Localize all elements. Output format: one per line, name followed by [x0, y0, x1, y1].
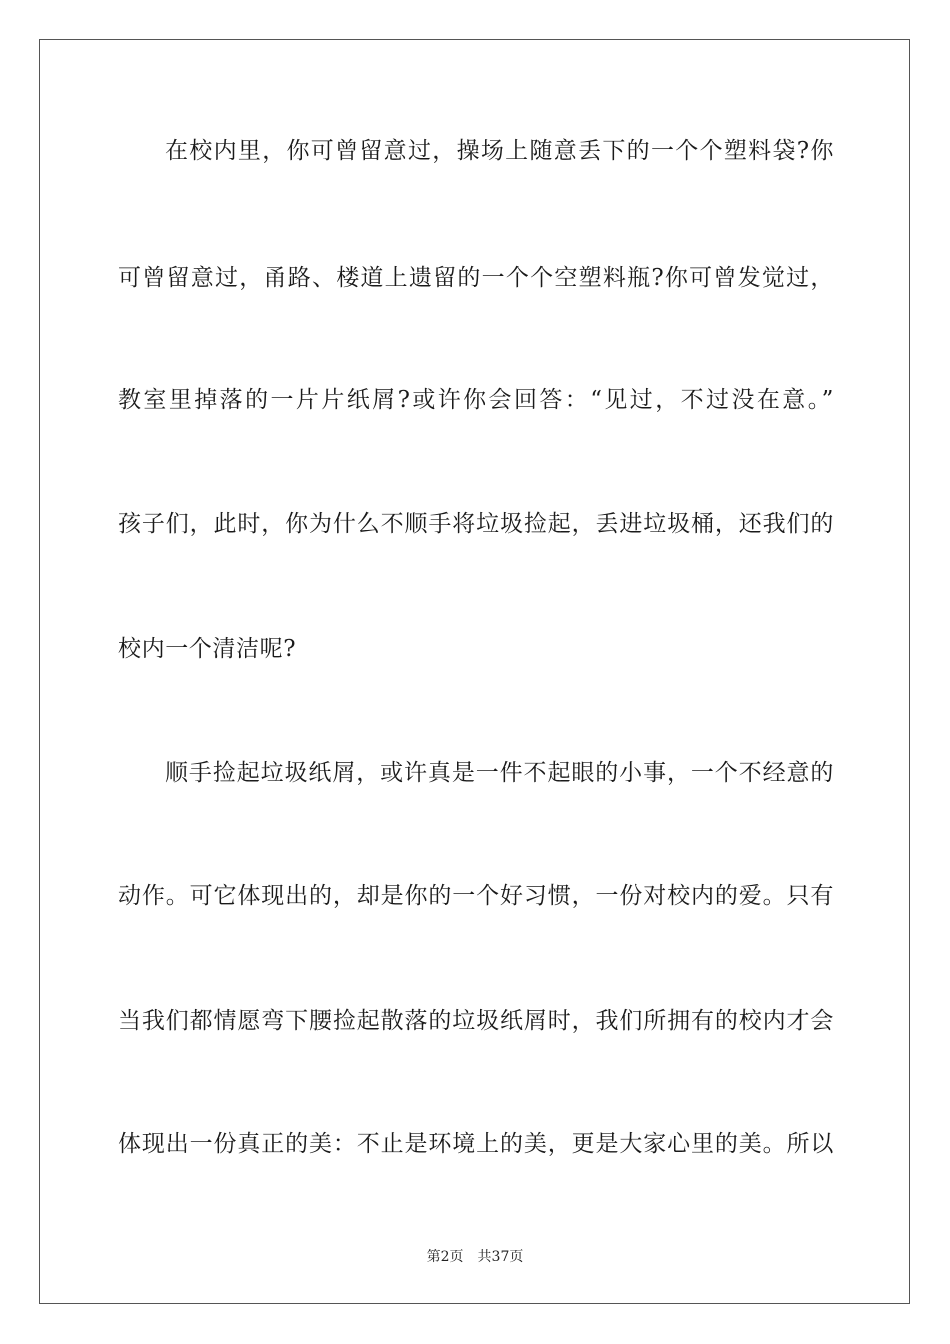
paragraph-line: 当我们都情愿弯下腰捡起散落的垃圾纸屑时，我们所拥有的校内才会 — [118, 1008, 834, 1034]
total-label-suffix: 页 — [509, 1249, 524, 1265]
paragraph-line: 顺手捡起垃圾纸屑，或许真是一件不起眼的小事，一个不经意的 — [165, 760, 834, 786]
page-number: 2 — [440, 1249, 450, 1265]
paragraph-line: 孩子们，此时，你为什么不顺手将垃圾捡起，丢进垃圾桶，还我们的 — [118, 511, 834, 537]
paragraph-line: 教室里掉落的一片片纸屑?或许你会回答：“见过，不过没在意。” — [118, 387, 834, 413]
paragraph-line: 在校内里，你可曾留意过，操场上随意丢下的一个个塑料袋?你 — [165, 138, 834, 164]
total-pages: 37 — [491, 1249, 510, 1265]
paragraph-line: 体现出一份真正的美：不止是环境上的美，更是大家心里的美。所以 — [118, 1131, 834, 1157]
total-label-prefix: 共 — [477, 1249, 492, 1265]
paragraph-line: 可曾留意过，甬路、楼道上遗留的一个个空塑料瓶?你可曾发觉过， — [118, 265, 834, 291]
page-label-suffix: 页 — [449, 1249, 464, 1265]
page-label-prefix: 第 — [426, 1249, 441, 1265]
page-footer — [0, 1248, 950, 1266]
paragraph-line: 校内一个清洁呢? — [118, 636, 297, 662]
paragraph-line: 动作。可它体现出的，却是你的一个好习惯，一份对校内的爱。只有 — [118, 883, 834, 909]
page-border — [39, 39, 910, 1304]
